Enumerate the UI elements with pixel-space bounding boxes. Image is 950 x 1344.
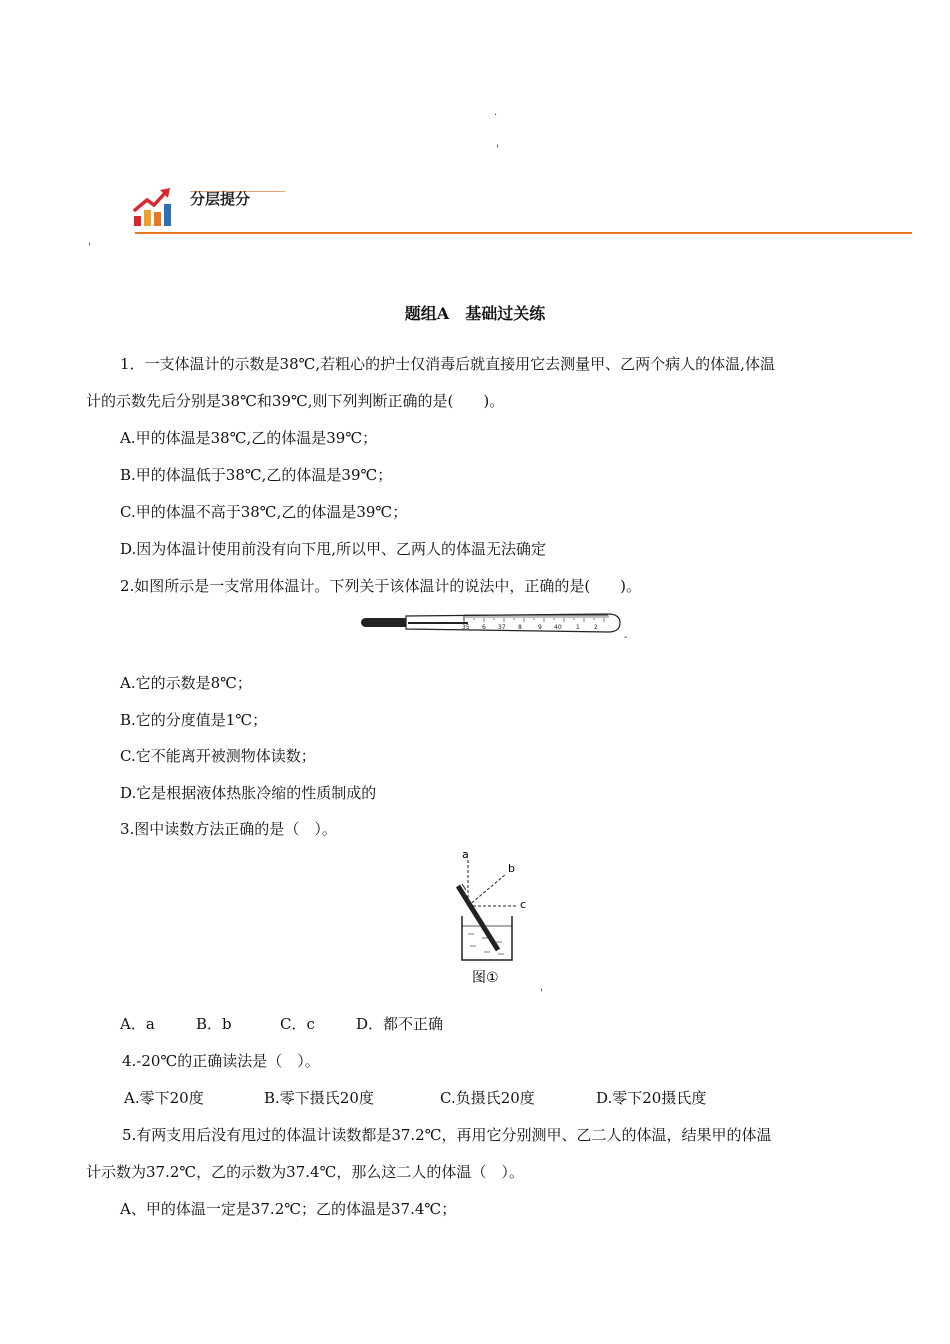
figure-label-b: b bbox=[508, 862, 515, 875]
thermo-label: 1 bbox=[576, 624, 580, 631]
stray-mark: - bbox=[624, 632, 628, 643]
q5-stem-line1: 5.有两支用后没有甩过的体温计读数都是37.2℃，再用它分别测甲、乙二人的体温，结果甲的体温 bbox=[122, 1126, 772, 1144]
q3-option-c: C．c bbox=[280, 1015, 315, 1033]
thermo-label: 6 bbox=[482, 624, 486, 631]
q3-option-d: D．都不正确 bbox=[356, 1015, 444, 1033]
stray-mark: ' bbox=[88, 242, 91, 253]
q2-option-a: A.它的示数是8℃； bbox=[120, 674, 252, 692]
thermo-label: 40 bbox=[554, 624, 562, 631]
header-divider bbox=[135, 232, 912, 234]
q3-stem: 3.图中读数方法正确的是（ ）。 bbox=[120, 820, 337, 838]
figure-label-c: c bbox=[520, 898, 527, 911]
stray-mark: · bbox=[494, 110, 498, 121]
q1-stem-line1: 1．一支体温计的示数是38℃,若粗心的护士仅消毒后就直接用它去测量甲、乙两个病人的体温,体温 bbox=[120, 355, 775, 373]
growth-chart-icon bbox=[132, 184, 178, 230]
q2-option-c: C.它不能离开被测物体读数； bbox=[120, 747, 316, 765]
q4-stem: 4.-20℃的正确读法是（ ）。 bbox=[122, 1052, 320, 1070]
thermo-label: 8 bbox=[518, 624, 522, 631]
q4-option-a: A.零下20度 bbox=[124, 1089, 204, 1107]
stray-mark: ' bbox=[540, 988, 543, 999]
figure-caption: 图① bbox=[472, 970, 499, 986]
q1-option-a: A.甲的体温是38℃,乙的体温是39℃； bbox=[120, 429, 378, 447]
q1-option-b: B.甲的体温低于38℃,乙的体温是39℃； bbox=[120, 466, 393, 484]
thermo-label: 35 bbox=[462, 624, 470, 631]
figure-label-a: a bbox=[462, 848, 469, 861]
reading-method-figure bbox=[440, 842, 540, 990]
q4-option-b: B.零下摄氏20度 bbox=[264, 1089, 374, 1107]
q1-option-d: D.因为体温计使用前没有向下甩,所以甲、乙两人的体温无法确定 bbox=[120, 540, 547, 558]
stray-mark: ' bbox=[496, 144, 499, 155]
q4-option-d: D.零下20摄氏度 bbox=[596, 1089, 707, 1107]
q2-stem: 2.如图所示是一支常用体温计。下列关于该体温计的说法中，正确的是( )。 bbox=[120, 577, 642, 595]
q3-option-b: B．b bbox=[196, 1015, 232, 1033]
thermo-label: 9 bbox=[538, 624, 542, 631]
q1-stem-line2: 计的示数先后分别是38℃和39℃,则下列判断正确的是( )。 bbox=[86, 392, 505, 410]
section-title: 题组A 基础过关练 bbox=[404, 304, 546, 323]
q1-option-c: C.甲的体温不高于38℃,乙的体温是39℃； bbox=[120, 503, 408, 521]
thermo-label: 37 bbox=[498, 624, 506, 631]
q5-option-a: A、甲的体温一定是37.2℃；乙的体温是37.4℃； bbox=[120, 1200, 457, 1218]
thermo-label: 2 bbox=[594, 624, 598, 631]
q4-option-c: C.负摄氏20度 bbox=[440, 1089, 535, 1107]
thermometer-figure bbox=[358, 610, 624, 636]
q2-option-d: D.它是根据液体热胀冷缩的性质制成的 bbox=[120, 784, 377, 802]
q3-option-a: A．a bbox=[120, 1015, 155, 1033]
q5-stem-line2: 计示数为37.2℃，乙的示数为37.4℃，那么这二人的体温（ ）。 bbox=[86, 1163, 524, 1181]
header-title: 分层提分 bbox=[190, 190, 251, 208]
q2-option-b: B.它的分度值是1℃； bbox=[120, 711, 268, 729]
